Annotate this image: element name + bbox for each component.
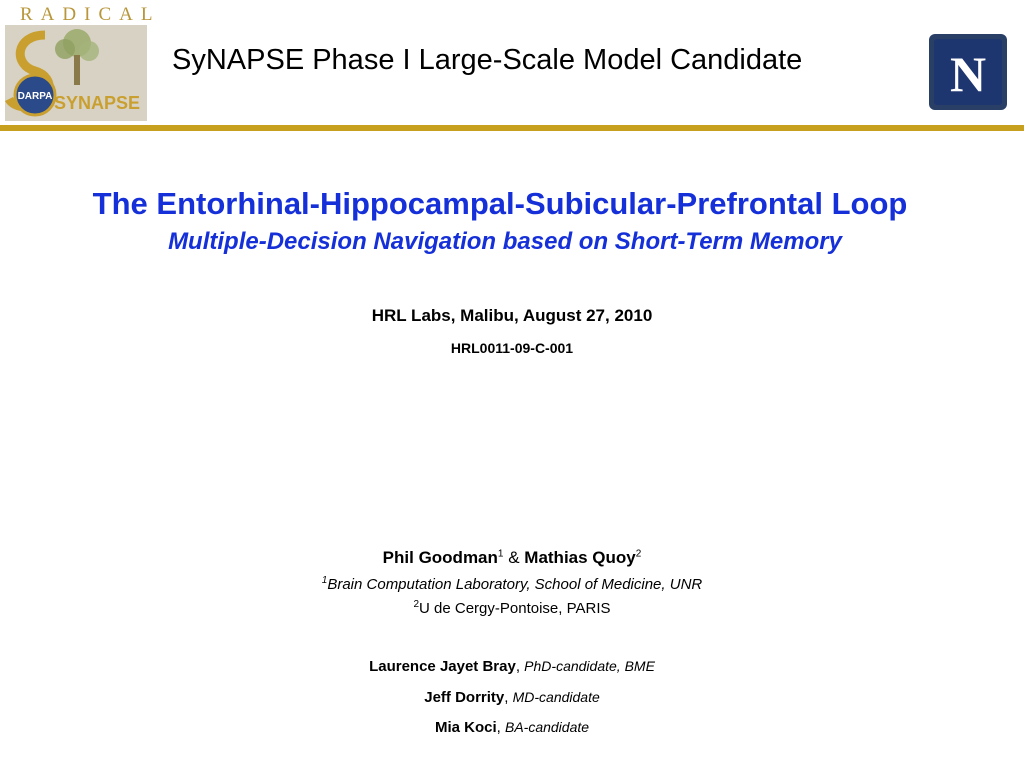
unr-letter: N (949, 46, 987, 102)
header-title: SyNAPSE Phase I Large-Scale Model Candidate (172, 44, 803, 76)
slide-subtitle: Multiple-Decision Navigation based on Short-Term Memory (168, 228, 842, 255)
student-entry: Mia Koci, BA-candidate (434, 719, 590, 736)
logo-wordmark: SYNAPSE (53, 93, 141, 113)
student-name: Mia Koci (434, 719, 497, 736)
affiliation-1-text: Brain Computation Laboratory, School of Medicine, UNR (327, 576, 703, 593)
author-2-name: Mathias Quoy (524, 548, 636, 567)
contract-number: HRL0011-09-C-001 (450, 340, 574, 356)
affiliation-2-sup: 2 (413, 599, 420, 610)
author-1-sup: 1 (497, 548, 504, 560)
student-role: BA-candidate (504, 719, 590, 735)
student-entry: Laurence Jayet Bray, PhD-candidate, BME (369, 658, 655, 675)
darpa-seal-text: DARPA (17, 91, 53, 102)
student-name: Jeff Dorrity (424, 689, 505, 706)
student-name: Laurence Jayet Bray (369, 658, 516, 675)
student-role: PhD-candidate, BME (524, 658, 655, 674)
authors-line (0, 548, 1024, 568)
affiliation-1-sup: 1 (321, 575, 328, 586)
slide-title: The Entorhinal-Hippocampal-Subicular-Prefrontal Loop (92, 186, 908, 221)
affiliation-1 (0, 576, 1024, 593)
student-entry: Jeff Dorrity, MD-candidate (424, 689, 600, 706)
affiliation-2-text: U de Cergy-Pontoise, PARIS (419, 600, 611, 617)
affiliation-2 (0, 600, 1024, 617)
student-role: MD-candidate (512, 689, 600, 705)
unr-logo (928, 33, 1008, 111)
author-2-sup: 2 (635, 548, 642, 560)
radical-label: RADICAL (20, 4, 161, 25)
header-divider (0, 125, 1024, 131)
venue-date: HRL Labs, Malibu, August 27, 2010 (371, 306, 653, 325)
author-1-name: Phil Goodman (382, 548, 498, 567)
synapse-logo (5, 25, 147, 121)
author-ampersand: & (508, 548, 520, 567)
